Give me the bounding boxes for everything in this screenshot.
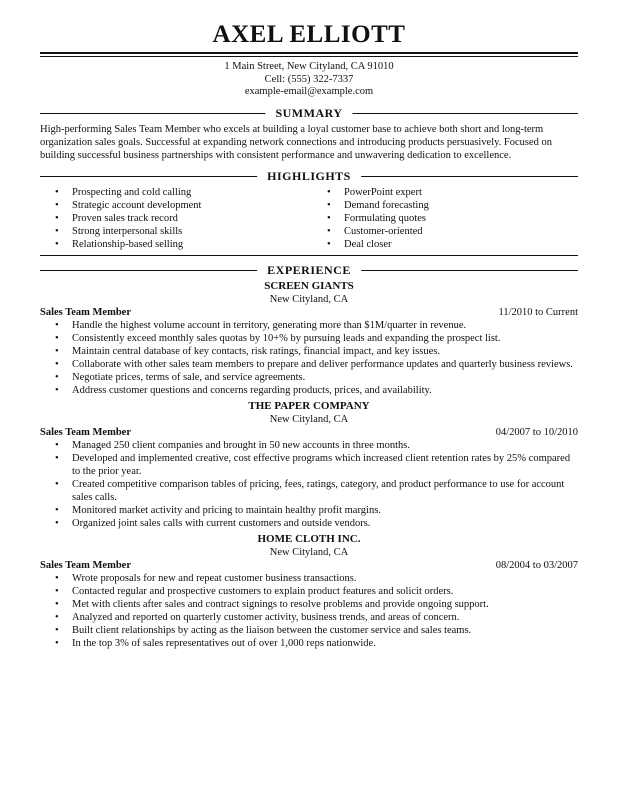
bullet-icon: • <box>55 345 59 357</box>
duty-item-text: Consistently exceed monthly sales quotas by 10+% by pursuing leads and expanding the prospect list. <box>72 332 501 344</box>
bullet-icon: • <box>55 332 59 344</box>
resume-page <box>40 20 578 653</box>
bullet-icon: • <box>55 384 59 396</box>
experience-list <box>40 280 578 650</box>
bullet-icon: • <box>55 199 59 211</box>
bullet-icon: • <box>55 319 59 331</box>
duty-item <box>55 319 578 332</box>
bullet-icon: • <box>55 585 59 597</box>
highlight-item-text: Customer-oriented <box>344 225 423 237</box>
email: example-email@example.com <box>244 86 374 97</box>
highlight-item-text: Strategic account development <box>72 199 202 211</box>
employer-location: New Cityland, CA <box>269 293 349 305</box>
employer-location: New Cityland, CA <box>269 546 349 558</box>
job-dates: 11/2010 to Current <box>498 306 578 318</box>
employer-name: SCREEN GIANTS <box>264 279 354 292</box>
header-rule-thin <box>40 56 578 57</box>
job-entry <box>40 280 578 397</box>
highlights-title: HIGHLIGHTS <box>257 168 361 184</box>
highlights-bottom-rule <box>40 255 578 256</box>
bullet-icon: • <box>55 358 59 370</box>
duty-item-text: Negotiate prices, terms of sale, and service agreements. <box>72 371 306 383</box>
bullet-icon: • <box>55 611 59 623</box>
highlight-item <box>327 186 547 199</box>
summary-title: SUMMARY <box>265 105 352 121</box>
highlights-left-column <box>55 186 327 251</box>
duty-item-text: Wrote proposals for new and repeat customer business transactions. <box>72 572 357 584</box>
duty-item-text: In the top 3% of sales representatives out of over 1,000 reps nationwide. <box>72 637 376 649</box>
duty-item-text: Monitored market activity and pricing to maintain healthy profit margins. <box>72 504 381 516</box>
duty-item <box>55 384 578 397</box>
header-rule-thick <box>40 52 578 54</box>
duty-list <box>40 572 578 650</box>
highlight-item-text: Strong interpersonal skills <box>72 225 183 237</box>
highlight-item <box>327 212 547 225</box>
duty-item-text: Developed and implemented creative, cost effective programs which increased client retention rates by 25% compared to the prior year. <box>72 452 571 477</box>
duty-item-text: Created competitive comparison tables of pricing, fees, ratings, category, and product performance to use for account sales calls. <box>72 478 565 503</box>
employer-name: THE PAPER COMPANY <box>248 399 370 412</box>
highlight-item-text: Prospecting and cold calling <box>72 186 192 198</box>
experience-title: EXPERIENCE <box>257 262 361 278</box>
highlights-heading <box>40 168 578 184</box>
bullet-icon: • <box>55 624 59 636</box>
duty-item-text: Analyzed and reported on quarterly customer activity, business trends, and areas of concern. <box>72 611 460 623</box>
duty-item-text: Handle the highest volume account in territory, generating more than $1M/quarter in revenue. <box>72 319 467 331</box>
duty-item <box>55 572 578 585</box>
bullet-icon: • <box>55 186 59 198</box>
duty-item <box>55 332 578 345</box>
highlight-item-text: Formulating quotes <box>344 212 426 224</box>
job-entry <box>40 533 578 650</box>
bullet-icon: • <box>55 637 59 649</box>
duty-item-text: Built client relationships by acting as the liaison between the customer service and sales teams. <box>72 624 472 636</box>
highlight-item <box>327 199 547 212</box>
highlight-item <box>55 199 327 212</box>
duty-item <box>55 611 578 624</box>
highlight-item <box>327 238 547 251</box>
experience-heading <box>40 262 578 278</box>
highlight-item <box>327 225 547 238</box>
highlight-item <box>55 186 327 199</box>
bullet-icon: • <box>327 199 331 211</box>
duty-item-text: Collaborate with other sales team members to prepare and deliver performance updates and quarterly business reviews. <box>72 358 573 370</box>
bullet-icon: • <box>55 598 59 610</box>
highlights-right-column <box>327 186 547 251</box>
highlight-item-text: Proven sales track record <box>72 212 178 224</box>
duty-item-text: Maintain central database of key contacts, risk ratings, financial impact, and key issues. <box>72 345 440 357</box>
highlight-item-text: Demand forecasting <box>344 199 429 211</box>
highlight-item <box>55 225 327 238</box>
duty-item <box>55 504 578 517</box>
duty-item <box>55 439 578 452</box>
summary-heading <box>40 105 578 121</box>
employer-name: HOME CLOTH INC. <box>257 532 361 545</box>
duty-item <box>55 371 578 384</box>
duty-item-text: Address customer questions and concerns regarding products, prices, and availability. <box>72 384 432 396</box>
duty-item-text: Met with clients after sales and contract signings to resolve problems and provide ongoing support. <box>72 598 489 610</box>
duty-item <box>55 585 578 598</box>
duty-item <box>55 517 578 530</box>
duty-list <box>40 319 578 397</box>
summary-text: High-performing Sales Team Member who excels at building a loyal customer base to achieve both short and long-term organization sales goals. Successful at expanding network connections and introducing products persuasively. Focused on building successful business partnerships with consistent performance and unwavering dedication to excellence. <box>40 123 553 161</box>
highlight-item-text: Relationship-based selling <box>72 238 184 250</box>
bullet-icon: • <box>55 225 59 237</box>
highlight-item-text: PowerPoint expert <box>344 186 422 198</box>
employer-location: New Cityland, CA <box>269 413 349 425</box>
job-title: Sales Team Member <box>40 306 131 318</box>
duty-list <box>40 439 578 530</box>
duty-item-text: Contacted regular and prospective customers to explain product features and solicit orders. <box>72 585 454 597</box>
bullet-icon: • <box>327 186 331 198</box>
bullet-icon: • <box>55 572 59 584</box>
bullet-icon: • <box>55 238 59 250</box>
bullet-icon: • <box>327 225 331 237</box>
bullet-icon: • <box>55 517 59 529</box>
job-dates: 04/2007 to 10/2010 <box>495 426 578 438</box>
address: 1 Main Street, New Cityland, CA 91010 <box>224 61 394 72</box>
duty-item <box>55 637 578 650</box>
job-title-row <box>40 426 578 439</box>
bullet-icon: • <box>327 238 331 250</box>
bullet-icon: • <box>55 452 59 464</box>
bullet-icon: • <box>55 439 59 451</box>
duty-item <box>55 478 578 504</box>
highlights-list <box>40 186 578 251</box>
candidate-name: AXEL ELLIOTT <box>212 21 406 48</box>
highlight-item <box>55 238 327 251</box>
phone: Cell: (555) 322-7337 <box>264 73 354 85</box>
highlight-item-text: Deal closer <box>344 238 392 250</box>
duty-item <box>55 452 578 478</box>
contact-block <box>40 61 578 99</box>
highlight-item <box>55 212 327 225</box>
duty-item <box>55 624 578 637</box>
job-title: Sales Team Member <box>40 559 131 571</box>
bullet-icon: • <box>55 371 59 383</box>
duty-item <box>55 598 578 611</box>
job-entry <box>40 400 578 530</box>
job-title: Sales Team Member <box>40 426 131 438</box>
job-title-row <box>40 559 578 572</box>
duty-item-text: Managed 250 client companies and brought in 50 new accounts in three months. <box>72 439 410 451</box>
duty-item <box>55 345 578 358</box>
bullet-icon: • <box>55 212 59 224</box>
duty-item <box>55 358 578 371</box>
bullet-icon: • <box>55 478 59 490</box>
bullet-icon: • <box>327 212 331 224</box>
bullet-icon: • <box>55 504 59 516</box>
duty-item-text: Organized joint sales calls with current customers and outside vendors. <box>72 517 371 529</box>
job-title-row <box>40 306 578 319</box>
job-dates: 08/2004 to 03/2007 <box>495 559 578 571</box>
